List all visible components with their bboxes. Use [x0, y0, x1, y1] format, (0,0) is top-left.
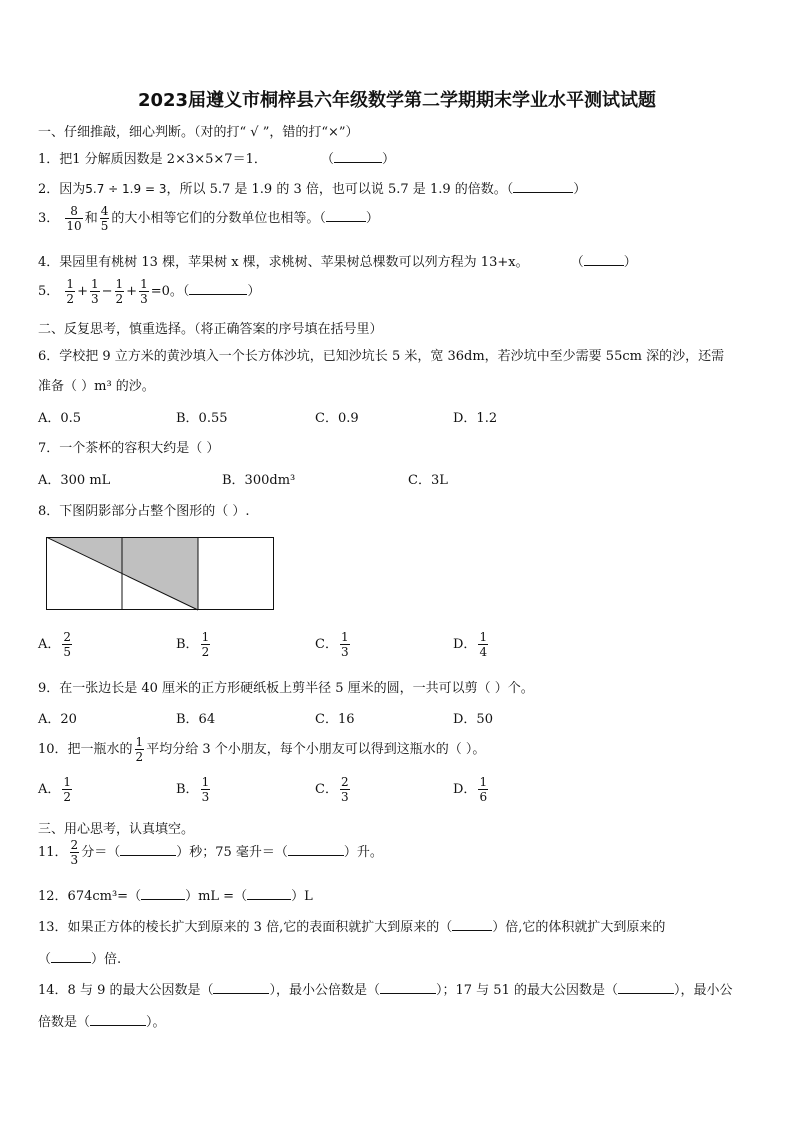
section-3-heading: 三、用心思考，认真填空。: [38, 822, 195, 837]
q11-fraction: $\frac{2}{3}$: [70, 838, 79, 867]
q9-option-d[interactable]: D．50: [453, 712, 493, 727]
q10-option-a[interactable]: A． $\frac{1}{2}$: [38, 775, 72, 804]
q11-seconds-blank[interactable]: [120, 843, 176, 856]
question-2: 2．因为5.7 ÷ 1.9 = 3，所以 5.7 是 1.9 的 3 倍，也可以说 5.7 是 1.9 的倍数。（ ）: [38, 182, 587, 197]
q4-answer-blank[interactable]: [584, 253, 624, 266]
q5-answer-blank[interactable]: [189, 282, 247, 295]
q10-fraction: $\frac{1}{2}$: [135, 735, 144, 764]
q14-lcm-17-51-blank[interactable]: [90, 1013, 146, 1026]
section-2-heading: 二、反复思考，慎重选择。（将正确答案的序号填在括号里）: [38, 322, 383, 337]
question-3: 3． $\frac{8}{10}$ 和 $\frac{4}{5}$ 的大小相等它们的分数单位也相等。（ ）: [38, 204, 379, 233]
q3-fraction-2: $\frac{4}{5}$: [100, 204, 109, 233]
q1-answer-blank[interactable]: [334, 150, 382, 163]
q7-option-c[interactable]: C．3L: [408, 473, 448, 488]
q8-option-c[interactable]: C． $\frac{1}{3}$: [315, 630, 349, 659]
q14-gcf-8-9-blank[interactable]: [213, 981, 269, 994]
q6-option-d[interactable]: D．1.2: [453, 411, 498, 426]
question-7: 7．一个茶杯的容积大约是（ ）: [38, 441, 220, 456]
q9-option-b[interactable]: B．64: [176, 712, 216, 727]
q3-fraction-1: $\frac{8}{10}$: [66, 204, 82, 233]
q10-option-c[interactable]: C． $\frac{2}{3}$: [315, 775, 349, 804]
question-13-line-2: （ ）倍.: [38, 952, 122, 967]
question-4: 4．果园里有桃树 13 棵，苹果树 x 棵，求桃树、苹果树总棵数可以列方程为 13+x。 （ ）: [38, 255, 637, 270]
q11-liters-blank[interactable]: [288, 843, 344, 856]
q3-answer-blank[interactable]: [326, 209, 366, 222]
question-11: 11． $\frac{2}{3}$ 分＝（ ）秒；75 毫升＝（ ）升。: [38, 838, 383, 867]
q8-option-d[interactable]: D． $\frac{1}{4}$: [453, 630, 488, 659]
q5-fraction-1: $\frac{1}{2}$: [66, 277, 75, 306]
q2-answer-blank[interactable]: [513, 180, 573, 193]
question-10: 10．把一瓶水的 $\frac{1}{2}$ 平均分给 3 个小朋友，每个小朋友可以得到这瓶水的（ ）。: [38, 735, 486, 764]
section-1-heading: 一、仔细推敲，细心判断。（对的打“ √ ”，错的打“×”）: [38, 125, 359, 140]
question-8: 8．下图阴影部分占整个图形的（ ）.: [38, 504, 250, 519]
q1-text: 1．把1 分解质因数是 2×3×5×7＝1．: [38, 152, 267, 167]
q7-option-a[interactable]: A．300 mL: [38, 473, 111, 488]
q14-gcf-17-51-blank[interactable]: [618, 981, 674, 994]
q2-expression: 5.7 ÷ 1.9 = 3: [85, 182, 167, 196]
question-1: 1．把1 分解质因数是 2×3×5×7＝1． （ ）: [38, 152, 396, 167]
question-14-line-1: 14．8 与 9 的最大公因数是（ ），最小公倍数是（ ）；17 与 51 的最大公因数是（ ），最小公: [38, 983, 733, 998]
q7-option-b[interactable]: B．300dm³: [222, 473, 296, 488]
question-6-line-2: 准备（ ）m³ 的沙。: [38, 379, 155, 394]
question-13-line-1: 13．如果正方体的棱长扩大到原来的 3 倍,它的表面积就扩大到原来的（ ）倍,它的体积就扩大到原来的: [38, 920, 666, 935]
q6-option-c[interactable]: C．0.9: [315, 411, 359, 426]
q10-option-b[interactable]: B． $\frac{1}{3}$: [176, 775, 210, 804]
q8-shaded-rectangle-figure: [46, 537, 276, 611]
q6-option-a[interactable]: A．0.5: [38, 411, 82, 426]
q9-option-c[interactable]: C．16: [315, 712, 355, 727]
question-12: 12．674cm³=（ ）mL =（ ）L: [38, 889, 313, 904]
q5-fraction-2: $\frac{1}{3}$: [90, 277, 99, 306]
question-14-line-2: 倍数是（ ）。: [38, 1015, 166, 1030]
page-title: 2023届遵义市桐梓县六年级数学第二学期期末学业水平测试试题: [137, 90, 657, 111]
question-9: 9．在一张边长是 40 厘米的正方形硬纸板上剪半径 5 厘米的圆，一共可以剪（ ）个。: [38, 681, 534, 696]
q10-option-d[interactable]: D． $\frac{1}{6}$: [453, 775, 488, 804]
q12-ml-blank[interactable]: [141, 887, 185, 900]
q5-fraction-4: $\frac{1}{3}$: [140, 277, 148, 306]
question-5: 5． $\frac{1}{2}$ + $\frac{1}{3}$ − $\frac{1}{2}$ + $\frac{1}{3}$ =0。（ ）: [38, 277, 261, 306]
q9-option-a[interactable]: A．20: [38, 712, 77, 727]
q14-lcm-8-9-blank[interactable]: [380, 981, 436, 994]
q12-l-blank[interactable]: [247, 887, 291, 900]
shaded-region-middle: [122, 537, 198, 610]
q13-surface-area-blank[interactable]: [452, 918, 492, 931]
q5-fraction-3: $\frac{1}{2}$: [115, 277, 124, 306]
question-6-line-1: 6．学校把 9 立方米的黄沙填入一个长方体沙坑，已知沙坑长 5 米，宽 36dm，若沙坑中至少需要 55cm 深的沙，还需: [38, 349, 725, 364]
q8-option-a[interactable]: A． $\frac{2}{5}$: [38, 630, 72, 659]
q6-option-b[interactable]: B．0.55: [176, 411, 228, 426]
q8-option-b[interactable]: B． $\frac{1}{2}$: [176, 630, 210, 659]
q13-volume-blank[interactable]: [51, 950, 91, 963]
